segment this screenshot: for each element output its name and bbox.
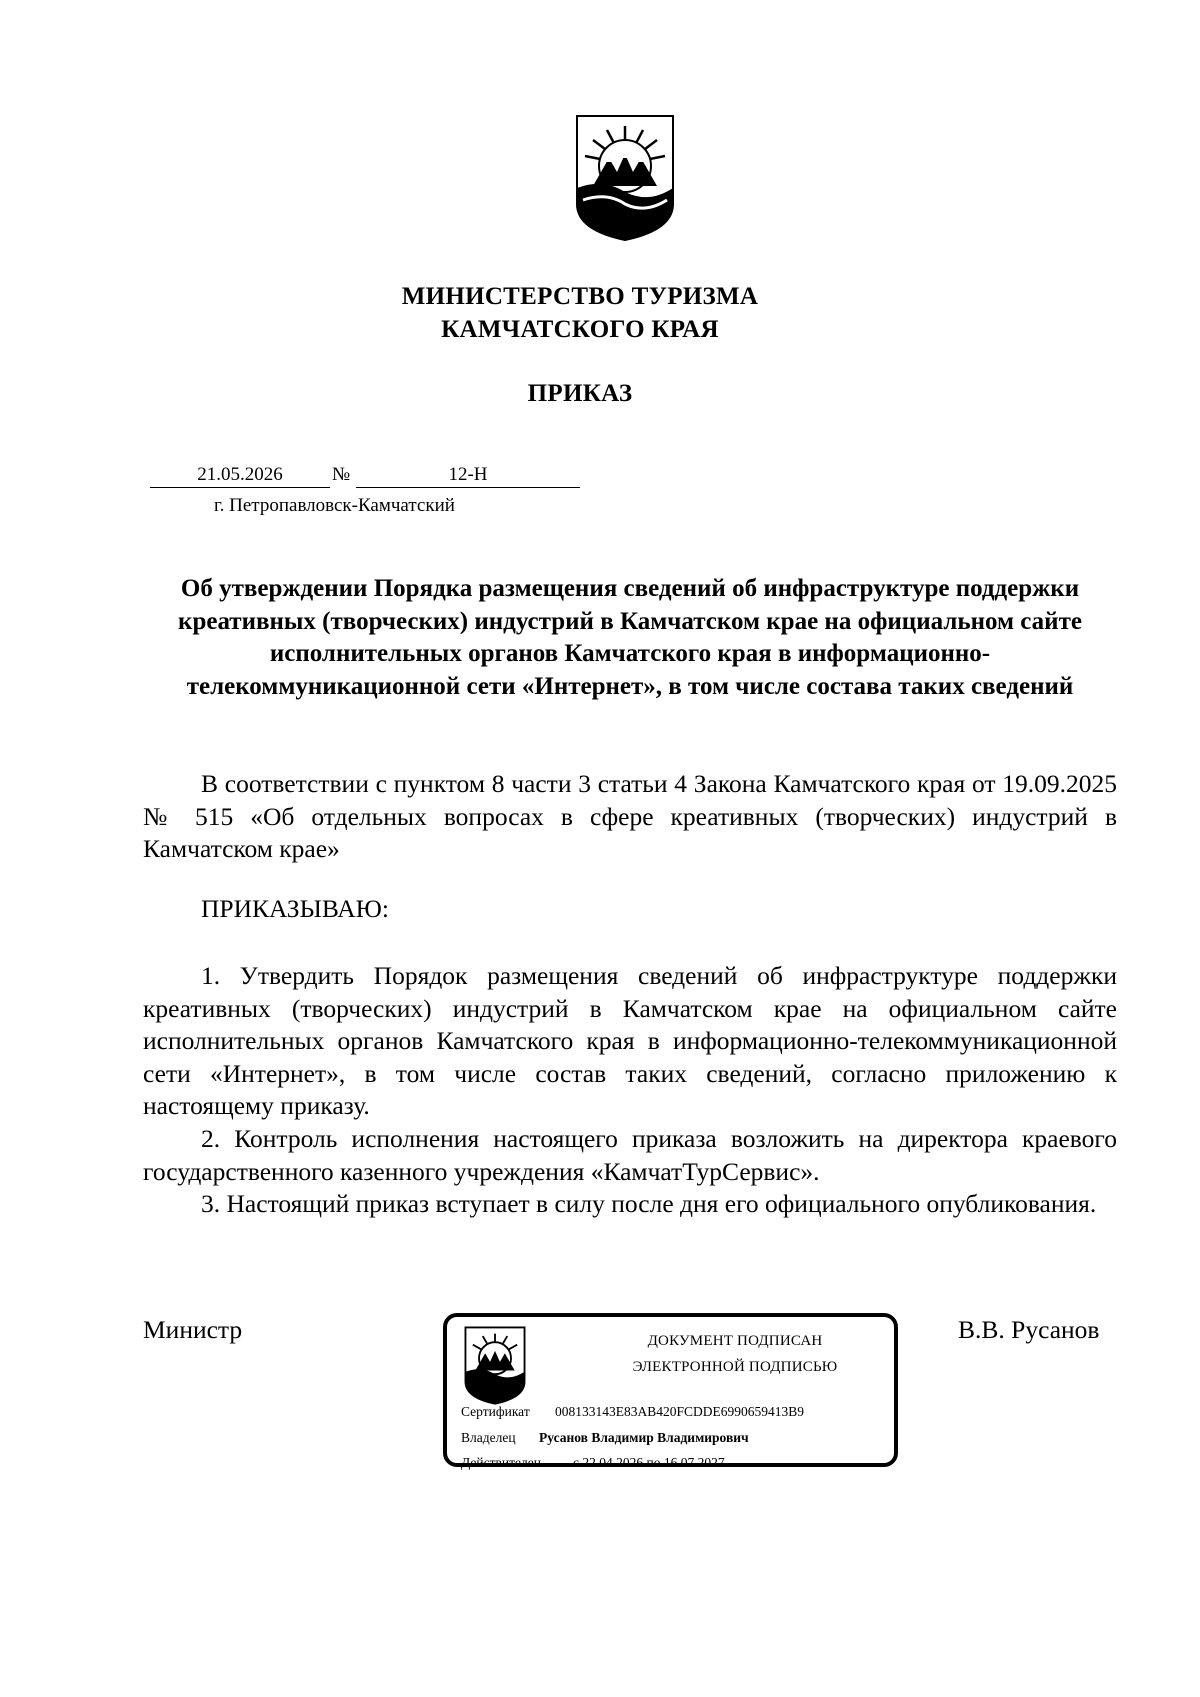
document-type: ПРИКАЗ	[527, 380, 633, 407]
registration-row	[150, 463, 590, 491]
document-title: Об утверждении Порядка размещения сведений об инфраструктуре поддержки креативных (творческих) индустрий в Камчатском крае на официальном сайте исполнительных органов Камчатского края в информационно-телекоммуникационной сети «Интернет», в том числе состава таких сведений	[178, 575, 1082, 700]
order-number: 12-Н	[356, 463, 580, 488]
preamble: В соответствии с пунктом 8 части 3 статьи 4 Закона Камчатского края от 19.09.2025 № 515 «Об отдельных вопросах в сфере креативных (творческих) индустрий в Камчатском крае»	[143, 769, 1117, 863]
signer-name: В.В. Русанов	[958, 1315, 1100, 1344]
stamp-heading-line2: ЭЛЕКТРОННОЙ ПОДПИСЬЮ	[632, 1359, 838, 1375]
stamp-heading-line1: ДОКУМЕНТ ПОДПИСАН	[647, 1333, 823, 1349]
electronic-signature-stamp	[443, 1313, 898, 1470]
kamchatka-coat-of-arms-icon	[573, 112, 677, 242]
number-sign: №	[332, 464, 351, 485]
order-item-2: 2. Контроль исполнения настоящего приказа возложить на директора краевого государственного казенного учреждения «КамчатТурСервис».	[143, 1124, 1117, 1186]
certificate-value: 008133143E83AB420FCDDE6990659413B9	[555, 1404, 805, 1419]
order-item-3: 3. Настоящий приказ вступает в силу после дня его официального опубликования.	[201, 1189, 1097, 1218]
order-date: 21.05.2026	[150, 463, 330, 488]
stamp-validity-row	[461, 1455, 725, 1471]
order-verb: ПРИКАЗЫВАЮ:	[201, 894, 389, 923]
kamchatka-coat-of-arms-icon	[461, 1325, 529, 1405]
owner-label: Владелец	[461, 1430, 516, 1445]
validity-label: Действителен	[461, 1455, 541, 1470]
stamp-owner-row	[461, 1430, 749, 1446]
stamp-certificate-row	[461, 1404, 804, 1420]
ministry-name-line2: КАМЧАТСКОГО КРАЯ	[441, 316, 719, 343]
validity-value: с 22.04.2026 по 16.07.2027	[573, 1455, 725, 1470]
signer-position: Министр	[143, 1315, 243, 1344]
owner-value: Русанов Владимир Владимирович	[539, 1430, 749, 1445]
order-item-1: 1. Утвердить Порядок размещения сведений об инфраструктуре поддержки креативных (творческих) индустрий в Камчатском крае на официальном сайте исполнительных органов Камчатского края в информационно-телекоммуникационной сети «Интернет», в том числе состав таких сведений, согласно приложению к настоящему приказу.	[143, 961, 1117, 1120]
city: г. Петропавловск-Камчатский	[214, 495, 455, 516]
certificate-label: Сертификат	[461, 1404, 530, 1419]
ministry-name-line1: МИНИСТЕРСТВО ТУРИЗМА	[401, 283, 759, 310]
